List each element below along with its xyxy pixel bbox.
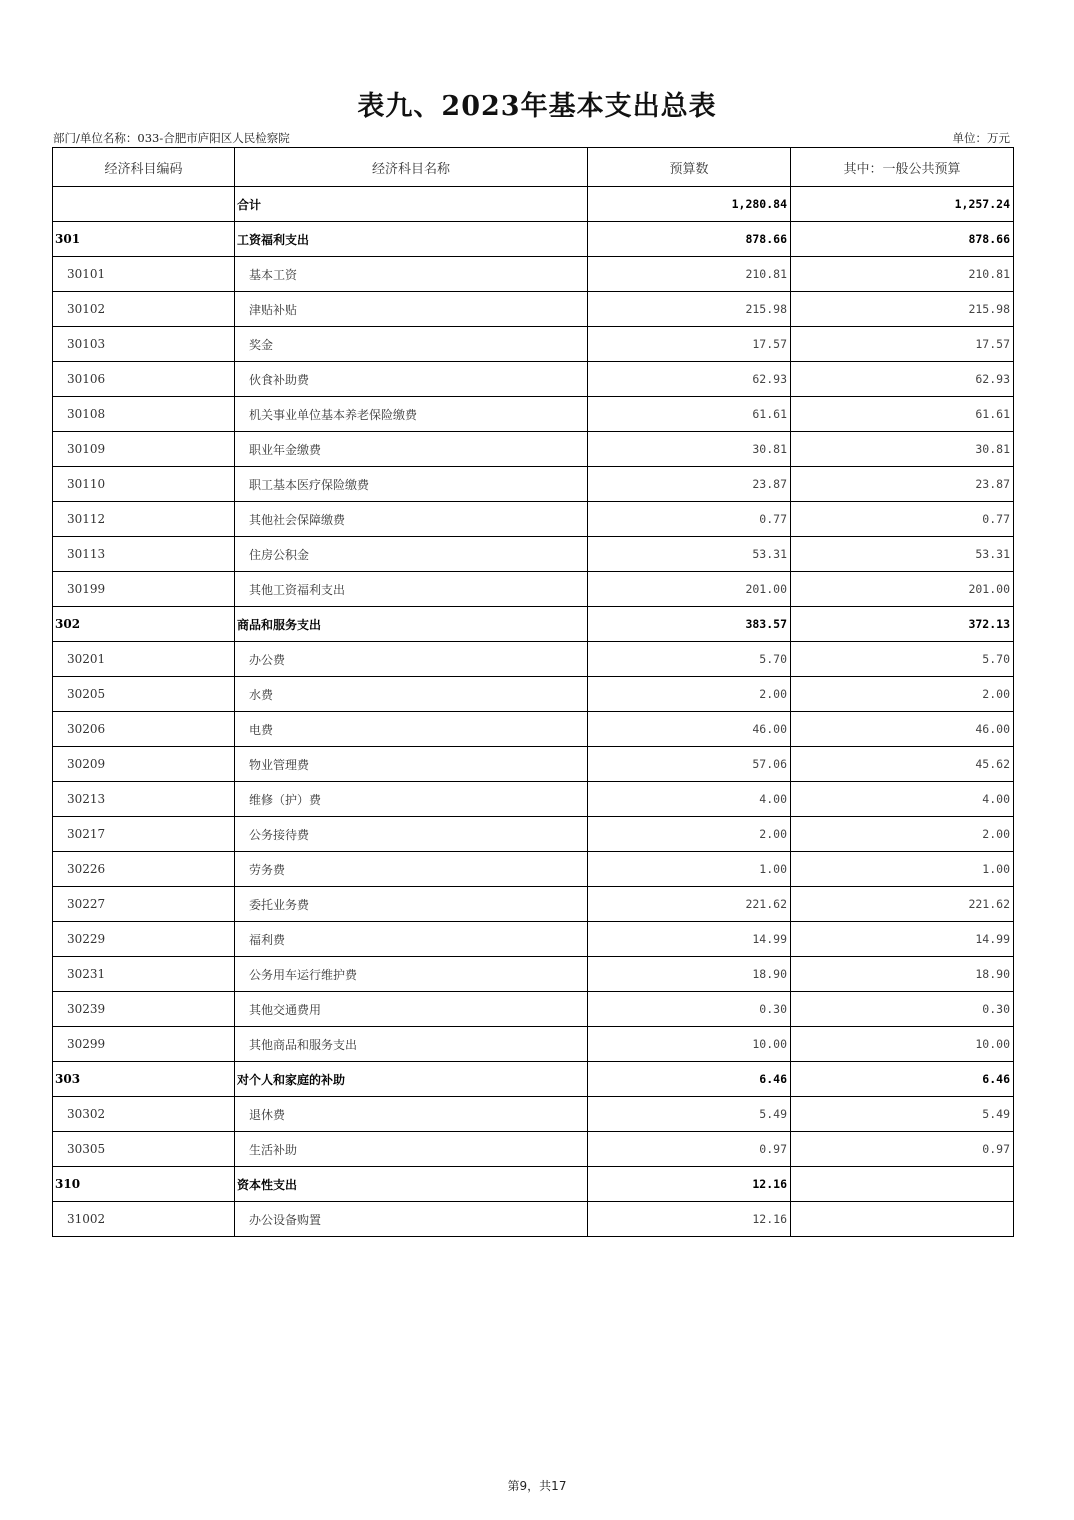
row-general-budget: 23.87 — [791, 467, 1014, 502]
table-row — [53, 432, 1014, 467]
row-budget: 1.00 — [588, 852, 791, 887]
row-general-budget: 45.62 — [791, 747, 1014, 782]
row-general-budget: 18.90 — [791, 957, 1014, 992]
row-budget: 46.00 — [588, 712, 791, 747]
row-code — [53, 187, 235, 222]
table-header-row — [53, 148, 1014, 187]
row-code: 30217 — [53, 817, 235, 852]
row-code: 30108 — [53, 397, 235, 432]
table-row — [53, 222, 1014, 257]
table-row — [53, 607, 1014, 642]
row-code: 30227 — [53, 887, 235, 922]
row-name: 其他交通费用 — [235, 992, 588, 1027]
table-row — [53, 572, 1014, 607]
row-name: 福利费 — [235, 922, 588, 957]
row-budget: 201.00 — [588, 572, 791, 607]
department-label: 部门/单位名称：033-合肥市庐阳区人民检察院 — [53, 131, 290, 145]
row-code: 30302 — [53, 1097, 235, 1132]
row-name: 资本性支出 — [235, 1167, 588, 1202]
table-row — [53, 1097, 1014, 1132]
row-code: 30213 — [53, 782, 235, 817]
row-name: 机关事业单位基本养老保险缴费 — [235, 397, 588, 432]
row-budget: 383.57 — [588, 607, 791, 642]
table-row — [53, 397, 1014, 432]
row-code: 30199 — [53, 572, 235, 607]
row-budget: 61.61 — [588, 397, 791, 432]
row-general-budget: 201.00 — [791, 572, 1014, 607]
row-code: 30205 — [53, 677, 235, 712]
row-name: 委托业务费 — [235, 887, 588, 922]
row-general-budget: 2.00 — [791, 677, 1014, 712]
row-name: 办公费 — [235, 642, 588, 677]
row-code: 30102 — [53, 292, 235, 327]
row-code: 30103 — [53, 327, 235, 362]
row-name: 职业年金缴费 — [235, 432, 588, 467]
row-general-budget: 210.81 — [791, 257, 1014, 292]
row-code: 30229 — [53, 922, 235, 957]
row-name: 住房公积金 — [235, 537, 588, 572]
row-budget: 12.16 — [588, 1202, 791, 1237]
row-general-budget — [791, 1167, 1014, 1202]
row-general-budget: 0.30 — [791, 992, 1014, 1027]
row-budget: 5.49 — [588, 1097, 791, 1132]
table-row — [53, 957, 1014, 992]
table-row — [53, 1167, 1014, 1202]
row-code: 303 — [53, 1062, 235, 1097]
row-budget: 878.66 — [588, 222, 791, 257]
header-budget: 预算数 — [588, 148, 791, 187]
row-general-budget: 1,257.24 — [791, 187, 1014, 222]
row-general-budget: 5.49 — [791, 1097, 1014, 1132]
row-code: 301 — [53, 222, 235, 257]
row-general-budget: 215.98 — [791, 292, 1014, 327]
row-budget: 10.00 — [588, 1027, 791, 1062]
row-name: 劳务费 — [235, 852, 588, 887]
table-row — [53, 537, 1014, 572]
page-title: 表九、2023年基本支出总表 — [357, 91, 717, 122]
table-row — [53, 992, 1014, 1027]
row-general-budget — [791, 1202, 1014, 1237]
row-name: 公务用车运行维护费 — [235, 957, 588, 992]
table-row — [53, 187, 1014, 222]
row-code: 30226 — [53, 852, 235, 887]
row-general-budget: 17.57 — [791, 327, 1014, 362]
row-general-budget: 1.00 — [791, 852, 1014, 887]
table-row — [53, 747, 1014, 782]
row-budget: 0.77 — [588, 502, 791, 537]
row-budget: 4.00 — [588, 782, 791, 817]
table-row — [53, 887, 1014, 922]
row-name: 伙食补助费 — [235, 362, 588, 397]
row-budget: 53.31 — [588, 537, 791, 572]
table-row — [53, 502, 1014, 537]
row-general-budget: 61.61 — [791, 397, 1014, 432]
row-code: 30231 — [53, 957, 235, 992]
row-budget: 215.98 — [588, 292, 791, 327]
table-row — [53, 327, 1014, 362]
table-row — [53, 922, 1014, 957]
row-name: 其他商品和服务支出 — [235, 1027, 588, 1062]
row-code: 30299 — [53, 1027, 235, 1062]
row-name: 职工基本医疗保险缴费 — [235, 467, 588, 502]
row-name: 生活补助 — [235, 1132, 588, 1167]
row-code: 30113 — [53, 537, 235, 572]
row-code: 30110 — [53, 467, 235, 502]
unit-label: 单位：万元 — [952, 131, 1010, 145]
row-code: 302 — [53, 607, 235, 642]
table-row — [53, 257, 1014, 292]
row-budget: 30.81 — [588, 432, 791, 467]
row-code: 30209 — [53, 747, 235, 782]
row-name: 维修（护）费 — [235, 782, 588, 817]
row-name: 对个人和家庭的补助 — [235, 1062, 588, 1097]
row-general-budget: 2.00 — [791, 817, 1014, 852]
row-name: 其他工资福利支出 — [235, 572, 588, 607]
row-budget: 1,280.84 — [588, 187, 791, 222]
row-code: 30112 — [53, 502, 235, 537]
row-name: 公务接待费 — [235, 817, 588, 852]
row-code: 310 — [53, 1167, 235, 1202]
row-name: 津贴补贴 — [235, 292, 588, 327]
table-row — [53, 1062, 1014, 1097]
row-budget: 5.70 — [588, 642, 791, 677]
row-general-budget: 46.00 — [791, 712, 1014, 747]
page-number: 第9，共17 — [507, 1479, 567, 1493]
expenditure-table — [52, 147, 1014, 1237]
row-name: 水费 — [235, 677, 588, 712]
table-row — [53, 712, 1014, 747]
row-code: 30101 — [53, 257, 235, 292]
row-name: 其他社会保障缴费 — [235, 502, 588, 537]
table-row — [53, 1027, 1014, 1062]
row-general-budget: 5.70 — [791, 642, 1014, 677]
table-row — [53, 467, 1014, 502]
row-budget: 0.97 — [588, 1132, 791, 1167]
row-general-budget: 30.81 — [791, 432, 1014, 467]
row-general-budget: 372.13 — [791, 607, 1014, 642]
row-name: 物业管理费 — [235, 747, 588, 782]
row-budget: 14.99 — [588, 922, 791, 957]
row-general-budget: 4.00 — [791, 782, 1014, 817]
row-code: 30206 — [53, 712, 235, 747]
row-name: 商品和服务支出 — [235, 607, 588, 642]
table-row — [53, 677, 1014, 712]
row-general-budget: 53.31 — [791, 537, 1014, 572]
header-code: 经济科目编码 — [53, 148, 235, 187]
row-name: 电费 — [235, 712, 588, 747]
row-budget: 221.62 — [588, 887, 791, 922]
row-name: 工资福利支出 — [235, 222, 588, 257]
table-row — [53, 642, 1014, 677]
row-name: 退休费 — [235, 1097, 588, 1132]
row-name: 奖金 — [235, 327, 588, 362]
row-general-budget: 0.77 — [791, 502, 1014, 537]
row-general-budget: 10.00 — [791, 1027, 1014, 1062]
row-code: 31002 — [53, 1202, 235, 1237]
row-budget: 6.46 — [588, 1062, 791, 1097]
table-row — [53, 362, 1014, 397]
row-code: 30201 — [53, 642, 235, 677]
row-budget: 210.81 — [588, 257, 791, 292]
row-general-budget: 6.46 — [791, 1062, 1014, 1097]
row-budget: 2.00 — [588, 817, 791, 852]
table-body — [53, 187, 1014, 1237]
header-name: 经济科目名称 — [235, 148, 588, 187]
row-budget: 23.87 — [588, 467, 791, 502]
table-row — [53, 1132, 1014, 1167]
table-row — [53, 817, 1014, 852]
row-budget: 12.16 — [588, 1167, 791, 1202]
row-general-budget: 878.66 — [791, 222, 1014, 257]
row-general-budget: 221.62 — [791, 887, 1014, 922]
row-budget: 0.30 — [588, 992, 791, 1027]
row-budget: 17.57 — [588, 327, 791, 362]
row-name: 基本工资 — [235, 257, 588, 292]
table-row — [53, 782, 1014, 817]
row-budget: 2.00 — [588, 677, 791, 712]
row-code: 30109 — [53, 432, 235, 467]
row-general-budget: 62.93 — [791, 362, 1014, 397]
row-name: 合计 — [235, 187, 588, 222]
table-row — [53, 852, 1014, 887]
row-name: 办公设备购置 — [235, 1202, 588, 1237]
row-code: 30239 — [53, 992, 235, 1027]
row-code: 30106 — [53, 362, 235, 397]
table-row — [53, 1202, 1014, 1237]
header-general-budget: 其中：一般公共预算 — [791, 148, 1014, 187]
row-general-budget: 14.99 — [791, 922, 1014, 957]
row-budget: 62.93 — [588, 362, 791, 397]
row-budget: 18.90 — [588, 957, 791, 992]
row-budget: 57.06 — [588, 747, 791, 782]
table-row — [53, 292, 1014, 327]
row-general-budget: 0.97 — [791, 1132, 1014, 1167]
row-code: 30305 — [53, 1132, 235, 1167]
